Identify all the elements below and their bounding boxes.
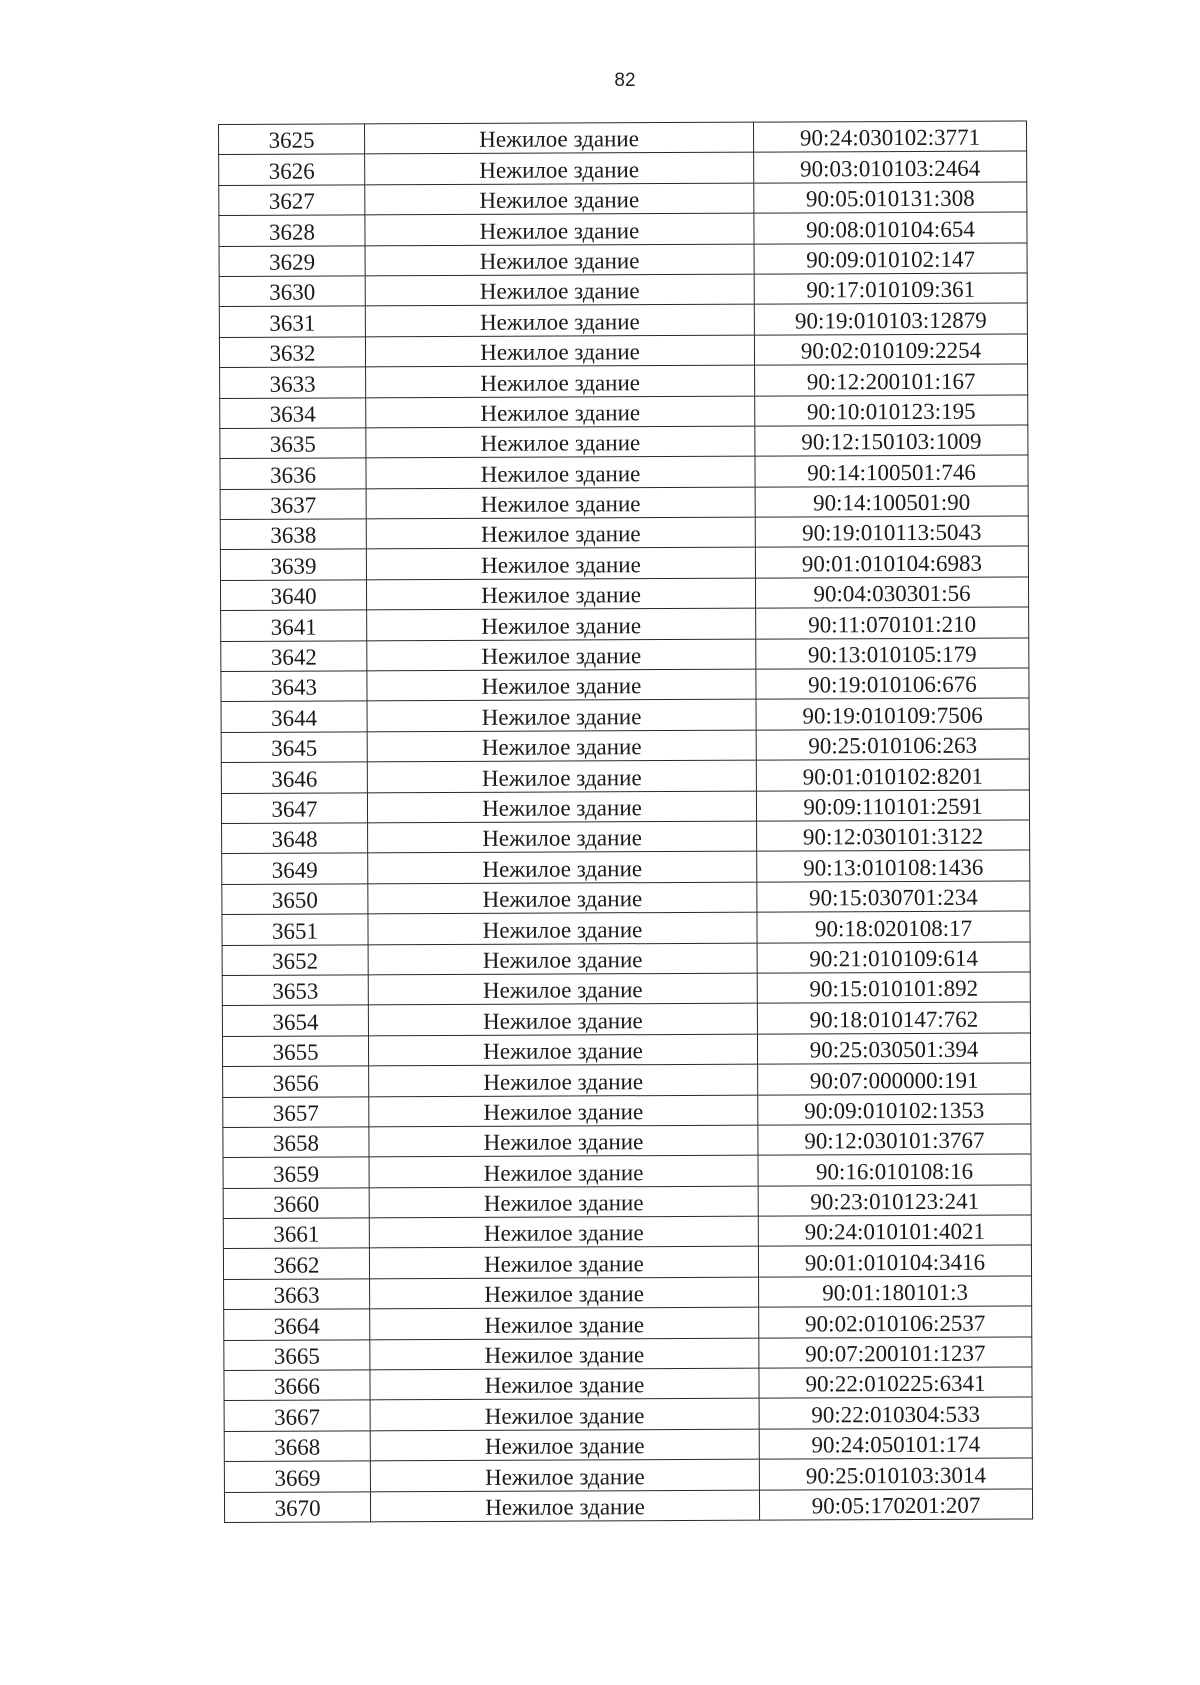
cadastral-number-cell: 90:22:010225:6341 — [759, 1367, 1032, 1399]
table-row — [219, 273, 1027, 307]
row-number-cell: 3668 — [224, 1431, 370, 1462]
object-type-cell: Нежилое здание — [365, 244, 754, 276]
object-type-cell: Нежилое здание — [369, 1155, 758, 1187]
object-type-cell: Нежилое здание — [369, 1186, 758, 1218]
table-row — [220, 364, 1028, 398]
table-row — [224, 1337, 1032, 1371]
row-number-cell: 3628 — [219, 215, 365, 246]
cadastral-number-cell: 90:25:030501:394 — [757, 1033, 1030, 1065]
object-type-cell: Нежилое здание — [365, 213, 754, 245]
table-row — [221, 638, 1029, 672]
row-number-cell: 3666 — [224, 1370, 370, 1401]
table-row — [224, 1367, 1032, 1401]
row-number-cell: 3659 — [223, 1157, 369, 1188]
row-number-cell: 3655 — [222, 1036, 368, 1067]
object-type-cell: Нежилое здание — [370, 1459, 759, 1491]
row-number-cell: 3646 — [221, 762, 367, 793]
row-number-cell: 3669 — [224, 1461, 370, 1492]
table-row — [219, 303, 1027, 337]
cadastral-number-cell: 90:18:010147:762 — [757, 1002, 1030, 1034]
cadastral-number-cell: 90:17:010109:361 — [754, 273, 1027, 305]
cadastral-number-cell: 90:15:030701:234 — [757, 881, 1030, 913]
table-row — [223, 1063, 1031, 1097]
table-row — [223, 1245, 1031, 1279]
cadastral-number-cell: 90:01:010104:3416 — [758, 1245, 1031, 1277]
row-number-cell: 3630 — [219, 276, 365, 307]
object-type-cell: Нежилое здание — [366, 517, 755, 549]
row-number-cell: 3640 — [220, 580, 366, 611]
cadastral-number-cell: 90:19:010103:12879 — [754, 303, 1027, 335]
object-type-cell: Нежилое здание — [370, 1338, 759, 1370]
object-type-cell: Нежилое здание — [368, 912, 757, 944]
table-row — [222, 942, 1030, 976]
cadastral-number-cell: 90:03:010103:2464 — [754, 151, 1027, 183]
cadastral-number-cell: 90:13:010108:1436 — [757, 850, 1030, 882]
table-row — [223, 1124, 1031, 1158]
table-row — [222, 881, 1030, 915]
table-row — [220, 394, 1028, 428]
row-number-cell: 3644 — [221, 701, 367, 732]
cadastral-number-cell: 90:24:050101:174 — [759, 1428, 1032, 1460]
cadastral-number-cell: 90:22:010304:533 — [759, 1397, 1032, 1429]
row-number-cell: 3625 — [219, 124, 365, 155]
table-row — [222, 850, 1030, 884]
table-row — [219, 334, 1027, 368]
cadastral-number-cell: 90:19:010109:7506 — [756, 698, 1029, 730]
cadastral-number-cell: 90:01:010104:6983 — [755, 546, 1028, 578]
object-type-cell: Нежилое здание — [369, 1064, 758, 1096]
cadastral-number-cell: 90:07:000000:191 — [758, 1063, 1031, 1095]
table-row — [219, 121, 1027, 155]
row-number-cell: 3662 — [223, 1248, 369, 1279]
table-row — [224, 1306, 1032, 1340]
table-row — [224, 1428, 1032, 1462]
row-number-cell: 3661 — [223, 1218, 369, 1249]
cadastral-number-cell: 90:15:010101:892 — [757, 972, 1030, 1004]
object-type-cell: Нежилое здание — [366, 396, 755, 428]
cadastral-number-cell: 90:14:100501:90 — [755, 486, 1028, 518]
object-type-cell: Нежилое здание — [368, 973, 757, 1005]
table-row — [220, 455, 1028, 489]
table-row — [224, 1489, 1032, 1523]
cadastral-number-cell: 90:11:070101:210 — [756, 607, 1029, 639]
row-number-cell: 3652 — [222, 944, 368, 975]
object-type-cell: Нежилое здание — [370, 1307, 759, 1339]
table-row — [222, 972, 1030, 1006]
object-type-cell: Нежилое здание — [365, 305, 754, 337]
row-number-cell: 3636 — [220, 458, 366, 489]
object-type-cell: Нежилое здание — [366, 548, 755, 580]
object-type-cell: Нежилое здание — [368, 1003, 757, 1035]
row-number-cell: 3656 — [223, 1066, 369, 1097]
object-type-cell: Нежилое здание — [369, 1125, 758, 1157]
object-type-cell: Нежилое здание — [367, 730, 756, 762]
row-number-cell: 3635 — [220, 428, 366, 459]
cadastral-number-cell: 90:12:030101:3767 — [758, 1124, 1031, 1156]
object-type-cell: Нежилое здание — [368, 821, 757, 853]
row-number-cell: 3643 — [221, 671, 367, 702]
table-row — [221, 698, 1029, 732]
table-row — [223, 1215, 1031, 1249]
cadastral-number-cell: 90:23:010123:241 — [758, 1185, 1031, 1217]
object-type-cell: Нежилое здание — [368, 943, 757, 975]
table-row — [220, 577, 1028, 611]
table-row — [221, 607, 1029, 641]
property-table — [218, 120, 1033, 1522]
table-row — [221, 729, 1029, 763]
cadastral-number-cell: 90:09:010102:1353 — [758, 1093, 1031, 1125]
object-type-cell: Нежилое здание — [365, 153, 754, 185]
cadastral-number-cell: 90:19:010113:5043 — [755, 516, 1028, 548]
page-number: 82 — [614, 70, 636, 91]
table-row — [219, 182, 1027, 216]
row-number-cell: 3651 — [222, 914, 368, 945]
table-row — [222, 820, 1030, 854]
row-number-cell: 3649 — [222, 853, 368, 884]
object-type-cell: Нежилое здание — [366, 487, 755, 519]
cadastral-number-cell: 90:09:010102:147 — [754, 243, 1027, 275]
cadastral-number-cell: 90:09:110101:2591 — [756, 790, 1029, 822]
cadastral-number-cell: 90:12:200101:167 — [755, 364, 1028, 396]
table-row — [219, 243, 1027, 277]
row-number-cell: 3639 — [220, 549, 366, 580]
cadastral-number-cell: 90:01:180101:3 — [759, 1276, 1032, 1308]
row-number-cell: 3645 — [221, 732, 367, 763]
row-number-cell: 3638 — [220, 519, 366, 550]
table-row — [223, 1154, 1031, 1188]
cadastral-number-cell: 90:21:010109:614 — [757, 942, 1030, 974]
table-row — [221, 668, 1029, 702]
table-row — [220, 516, 1028, 550]
cadastral-number-cell: 90:14:100501:746 — [755, 455, 1028, 487]
table-row — [224, 1397, 1032, 1431]
cadastral-number-cell: 90:04:030301:56 — [755, 577, 1028, 609]
row-number-cell: 3633 — [220, 367, 366, 398]
table-row — [219, 151, 1027, 185]
row-number-cell: 3648 — [222, 823, 368, 854]
table-row — [223, 1093, 1031, 1127]
cadastral-number-cell: 90:25:010103:3014 — [759, 1458, 1032, 1490]
object-type-cell: Нежилое здание — [367, 608, 756, 640]
cadastral-number-cell: 90:18:020108:17 — [757, 911, 1030, 943]
table-row — [221, 759, 1029, 793]
cadastral-number-cell: 90:05:170201:207 — [759, 1489, 1032, 1521]
object-type-cell: Нежилое здание — [368, 1034, 757, 1066]
table-row — [223, 1185, 1031, 1219]
object-type-cell: Нежилое здание — [365, 335, 754, 367]
object-type-cell: Нежилое здание — [370, 1277, 759, 1309]
table-row — [219, 212, 1027, 246]
table-row — [221, 790, 1029, 824]
row-number-cell: 3670 — [224, 1491, 370, 1522]
object-type-cell: Нежилое здание — [366, 578, 755, 610]
row-number-cell: 3634 — [220, 397, 366, 428]
row-number-cell: 3626 — [219, 154, 365, 185]
row-number-cell: 3667 — [224, 1400, 370, 1431]
cadastral-number-cell: 90:02:010106:2537 — [759, 1306, 1032, 1338]
cadastral-number-cell: 90:12:150103:1009 — [755, 425, 1028, 457]
row-number-cell: 3663 — [224, 1279, 370, 1310]
object-type-cell: Нежилое здание — [365, 274, 754, 306]
cadastral-number-cell: 90:24:030102:3771 — [753, 121, 1026, 153]
object-type-cell: Нежилое здание — [367, 700, 756, 732]
row-number-cell: 3627 — [219, 185, 365, 216]
table-row — [220, 546, 1028, 580]
object-type-cell: Нежилое здание — [368, 882, 757, 914]
object-type-cell: Нежилое здание — [370, 1368, 759, 1400]
object-type-cell: Нежилое здание — [370, 1490, 759, 1522]
object-type-cell: Нежилое здание — [365, 122, 754, 154]
table-row — [224, 1458, 1032, 1492]
table-row — [224, 1276, 1032, 1310]
cadastral-number-cell: 90:07:200101:1237 — [759, 1337, 1032, 1369]
table-row — [222, 911, 1030, 945]
row-number-cell: 3632 — [219, 337, 365, 368]
row-number-cell: 3642 — [221, 640, 367, 671]
row-number-cell: 3665 — [224, 1339, 370, 1370]
table-row — [222, 1002, 1030, 1036]
object-type-cell: Нежилое здание — [367, 791, 756, 823]
table-row — [222, 1033, 1030, 1067]
object-type-cell: Нежилое здание — [367, 639, 756, 671]
object-type-cell: Нежилое здание — [369, 1095, 758, 1127]
row-number-cell: 3658 — [223, 1127, 369, 1158]
object-type-cell: Нежилое здание — [370, 1429, 759, 1461]
object-type-cell: Нежилое здание — [366, 365, 755, 397]
cadastral-number-cell: 90:25:010106:263 — [756, 729, 1029, 761]
row-number-cell: 3657 — [223, 1096, 369, 1127]
cadastral-number-cell: 90:19:010106:676 — [756, 668, 1029, 700]
cadastral-number-cell: 90:01:010102:8201 — [756, 759, 1029, 791]
cadastral-number-cell: 90:24:010101:4021 — [758, 1215, 1031, 1247]
table-row — [220, 425, 1028, 459]
cadastral-number-cell: 90:13:010105:179 — [756, 638, 1029, 670]
row-number-cell: 3641 — [221, 610, 367, 641]
row-number-cell: 3629 — [219, 245, 365, 276]
object-type-cell: Нежилое здание — [369, 1247, 758, 1279]
cadastral-number-cell: 90:16:010108:16 — [758, 1154, 1031, 1186]
object-type-cell: Нежилое здание — [366, 456, 755, 488]
cadastral-number-cell: 90:02:010109:2254 — [754, 334, 1027, 366]
object-type-cell: Нежилое здание — [367, 760, 756, 792]
row-number-cell: 3654 — [222, 1005, 368, 1036]
row-number-cell: 3664 — [224, 1309, 370, 1340]
row-number-cell: 3637 — [220, 489, 366, 520]
row-number-cell: 3653 — [222, 975, 368, 1006]
object-type-cell: Нежилое здание — [366, 426, 755, 458]
row-number-cell: 3631 — [219, 306, 365, 337]
cadastral-number-cell: 90:10:010123:195 — [755, 394, 1028, 426]
object-type-cell: Нежилое здание — [370, 1399, 759, 1431]
cadastral-number-cell: 90:05:010131:308 — [754, 182, 1027, 214]
object-type-cell: Нежилое здание — [369, 1216, 758, 1248]
cadastral-number-cell: 90:12:030101:3122 — [757, 820, 1030, 852]
row-number-cell: 3647 — [221, 792, 367, 823]
row-number-cell: 3650 — [222, 884, 368, 915]
object-type-cell: Нежилое здание — [367, 669, 756, 701]
object-type-cell: Нежилое здание — [368, 852, 757, 884]
table-row — [220, 486, 1028, 520]
property-table-body — [219, 121, 1033, 1522]
row-number-cell: 3660 — [223, 1188, 369, 1219]
object-type-cell: Нежилое здание — [365, 183, 754, 215]
cadastral-number-cell: 90:08:010104:654 — [754, 212, 1027, 244]
